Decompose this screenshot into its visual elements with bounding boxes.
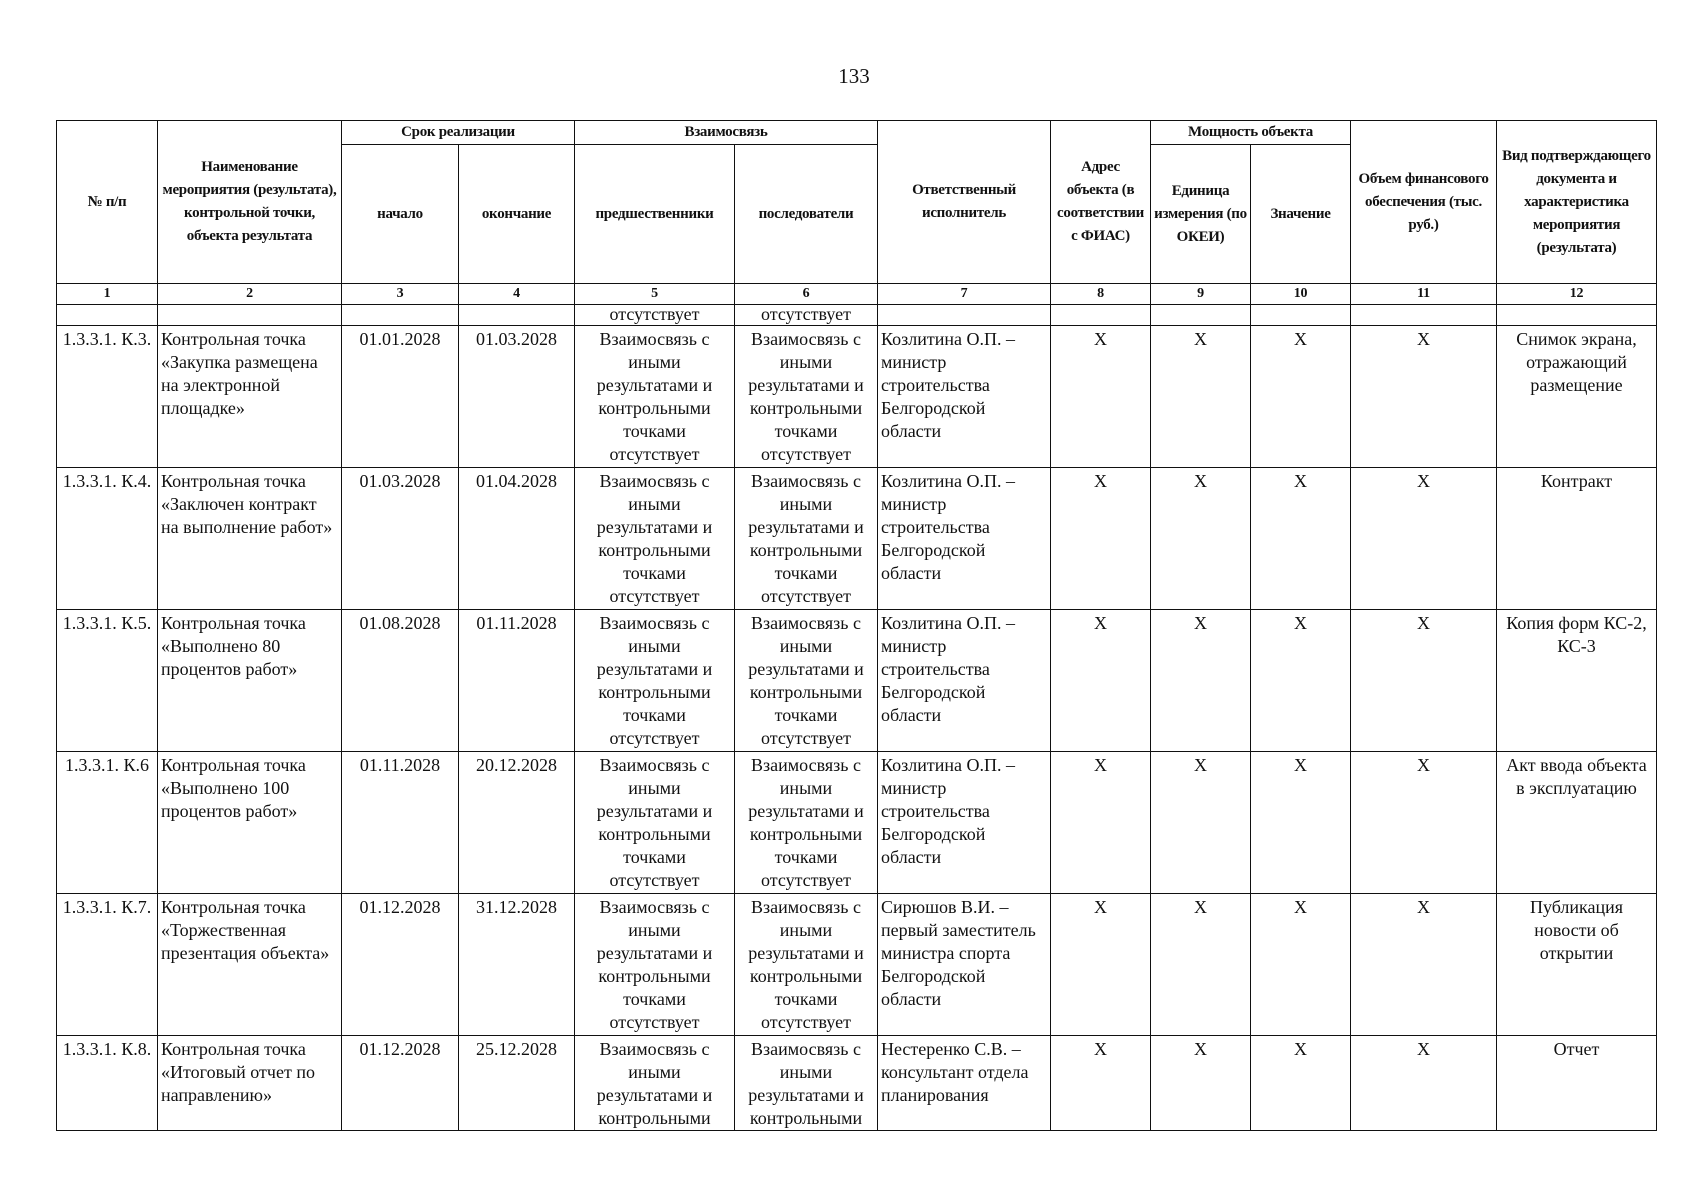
header-row-1	[57, 121, 1657, 145]
header-term-group: Срок реализации	[342, 121, 575, 145]
row-number: 1.3.3.1. К.8.	[57, 1036, 158, 1131]
row-finance: Х	[1351, 610, 1497, 752]
plan-table	[56, 120, 1657, 1131]
column-number: 1	[57, 284, 158, 305]
row-predecessors: Взаимосвязь с иными результатами и контрольными точками отсутствует	[575, 326, 735, 468]
row-number: 1.3.3.1. К.3.	[57, 326, 158, 468]
row-start-date: 01.12.2028	[342, 894, 459, 1036]
row-unit: Х	[1151, 752, 1251, 894]
row-name: Контрольная точка «Выполнено 80 процентов работ»	[158, 610, 342, 752]
row-number: 1.3.3.1. К.5.	[57, 610, 158, 752]
row-end-date: 20.12.2028	[459, 752, 575, 894]
column-number: 8	[1051, 284, 1151, 305]
row-number: 1.3.3.1. К.4.	[57, 468, 158, 610]
header-num: № п/п	[57, 121, 158, 284]
row-unit: Х	[1151, 610, 1251, 752]
row-start-date: 01.01.2028	[342, 326, 459, 468]
column-number: 6	[735, 284, 878, 305]
row-address: Х	[1051, 752, 1151, 894]
row-responsible: Козлитина О.П. – министр строительства Белгородской области	[878, 752, 1051, 894]
header-doc: Вид подтверждающего документа и характеристика мероприятия (результата)	[1497, 121, 1657, 284]
row-document: Снимок экрана, отражающий размещение	[1497, 326, 1657, 468]
row-name: Контрольная точка «Закупка размещена на электронной площадке»	[158, 326, 342, 468]
row-number: 1.3.3.1. К.6	[57, 752, 158, 894]
header-successors: последователи	[735, 145, 878, 284]
column-number: 4	[459, 284, 575, 305]
column-number: 11	[1351, 284, 1497, 305]
row-address: Х	[1051, 894, 1151, 1036]
row-predecessors: Взаимосвязь с иными результатами и контрольными точками отсутствует	[575, 468, 735, 610]
row-value: Х	[1251, 894, 1351, 1036]
row-end-date: 01.03.2028	[459, 326, 575, 468]
row-unit: Х	[1151, 468, 1251, 610]
row-predecessors: Взаимосвязь с иными результатами и контрольными точками отсутствует	[575, 894, 735, 1036]
row-successors: Взаимосвязь с иными результатами и контрольными точками отсутствует	[735, 326, 878, 468]
header-name: Наименование мероприятия (результата), контрольной точки, объекта результата	[158, 121, 342, 284]
row-finance: Х	[1351, 894, 1497, 1036]
row-start-date: 01.12.2028	[342, 1036, 459, 1131]
table-row	[57, 468, 1657, 610]
row-successors: Взаимосвязь с иными результатами и контрольными	[735, 1036, 878, 1131]
row-responsible: Козлитина О.П. – министр строительства Белгородской области	[878, 610, 1051, 752]
column-number: 12	[1497, 284, 1657, 305]
table-row	[57, 1036, 1657, 1131]
row-start-date: 01.11.2028	[342, 752, 459, 894]
row-responsible: Сирюшов В.И. – первый заместитель министра спорта Белгородской области	[878, 894, 1051, 1036]
column-number-row	[57, 284, 1657, 305]
row-document: Акт ввода объекта в эксплуатацию	[1497, 752, 1657, 894]
row-start-date: 01.03.2028	[342, 468, 459, 610]
column-number: 3	[342, 284, 459, 305]
row-responsible: Козлитина О.П. – министр строительства Белгородской области	[878, 326, 1051, 468]
table-row	[57, 752, 1657, 894]
row-address: Х	[1051, 1036, 1151, 1131]
row-predecessors: Взаимосвязь с иными результатами и контрольными точками отсутствует	[575, 752, 735, 894]
column-number: 7	[878, 284, 1051, 305]
table-row	[57, 610, 1657, 752]
column-number: 9	[1151, 284, 1251, 305]
page-number: 133	[838, 64, 870, 88]
row-end-date: 31.12.2028	[459, 894, 575, 1036]
row-name: Контрольная точка «Выполнено 100 процентов работ»	[158, 752, 342, 894]
row-value: Х	[1251, 326, 1351, 468]
row-successors: Взаимосвязь с иными результатами и контрольными точками отсутствует	[735, 894, 878, 1036]
row-document: Отчет	[1497, 1036, 1657, 1131]
row-successors: Взаимосвязь с иными результатами и контрольными точками отсутствует	[735, 752, 878, 894]
row-value: Х	[1251, 610, 1351, 752]
header-end: окончание	[459, 145, 575, 284]
row-finance: Х	[1351, 326, 1497, 468]
header-responsible: Ответственный исполнитель	[878, 121, 1051, 284]
row-unit: Х	[1151, 1036, 1251, 1131]
row-end-date: 25.12.2028	[459, 1036, 575, 1131]
row-document: Контракт	[1497, 468, 1657, 610]
column-number: 10	[1251, 284, 1351, 305]
row-responsible: Нестеренко С.В. – консультант отдела планирования	[878, 1036, 1051, 1131]
row-unit: Х	[1151, 326, 1251, 468]
row-name: Контрольная точка «Заключен контракт на выполнение работ»	[158, 468, 342, 610]
row-document: Копия форм КС-2, КС-3	[1497, 610, 1657, 752]
header-link-group: Взаимосвязь	[575, 121, 878, 145]
row-unit: Х	[1151, 894, 1251, 1036]
row-name: Контрольная точка «Итоговый отчет по направлению»	[158, 1036, 342, 1131]
header-unit: Единица измерения (по ОКЕИ)	[1151, 145, 1251, 284]
continuation-predecessors: отсутствует	[575, 305, 735, 326]
row-value: Х	[1251, 468, 1351, 610]
column-number: 5	[575, 284, 735, 305]
row-finance: Х	[1351, 1036, 1497, 1131]
row-name: Контрольная точка «Торжественная презентация объекта»	[158, 894, 342, 1036]
table-row	[57, 894, 1657, 1036]
row-finance: Х	[1351, 468, 1497, 610]
row-end-date: 01.11.2028	[459, 610, 575, 752]
row-address: Х	[1051, 326, 1151, 468]
header-value: Значение	[1251, 145, 1351, 284]
row-successors: Взаимосвязь с иными результатами и контрольными точками отсутствует	[735, 610, 878, 752]
continuation-successors: отсутствует	[735, 305, 878, 326]
header-predecessors: предшественники	[575, 145, 735, 284]
row-document: Публикация новости об открытии	[1497, 894, 1657, 1036]
row-value: Х	[1251, 752, 1351, 894]
header-finance: Объем финансового обеспечения (тыс. руб.)	[1351, 121, 1497, 284]
table-row	[57, 326, 1657, 468]
row-successors: Взаимосвязь с иными результатами и контрольными точками отсутствует	[735, 468, 878, 610]
row-address: Х	[1051, 610, 1151, 752]
row-responsible: Козлитина О.П. – министр строительства Белгородской области	[878, 468, 1051, 610]
row-end-date: 01.04.2028	[459, 468, 575, 610]
row-predecessors: Взаимосвязь с иными результатами и контрольными точками отсутствует	[575, 610, 735, 752]
row-number: 1.3.3.1. К.7.	[57, 894, 158, 1036]
row-address: Х	[1051, 468, 1151, 610]
header-address: Адрес объекта (в соответствии с ФИАС)	[1051, 121, 1151, 284]
row-start-date: 01.08.2028	[342, 610, 459, 752]
row-finance: Х	[1351, 752, 1497, 894]
header-start: начало	[342, 145, 459, 284]
column-number: 2	[158, 284, 342, 305]
row-predecessors: Взаимосвязь с иными результатами и контрольными	[575, 1036, 735, 1131]
continuation-row	[57, 305, 1657, 326]
row-value: Х	[1251, 1036, 1351, 1131]
header-capacity-group: Мощность объекта	[1151, 121, 1351, 145]
